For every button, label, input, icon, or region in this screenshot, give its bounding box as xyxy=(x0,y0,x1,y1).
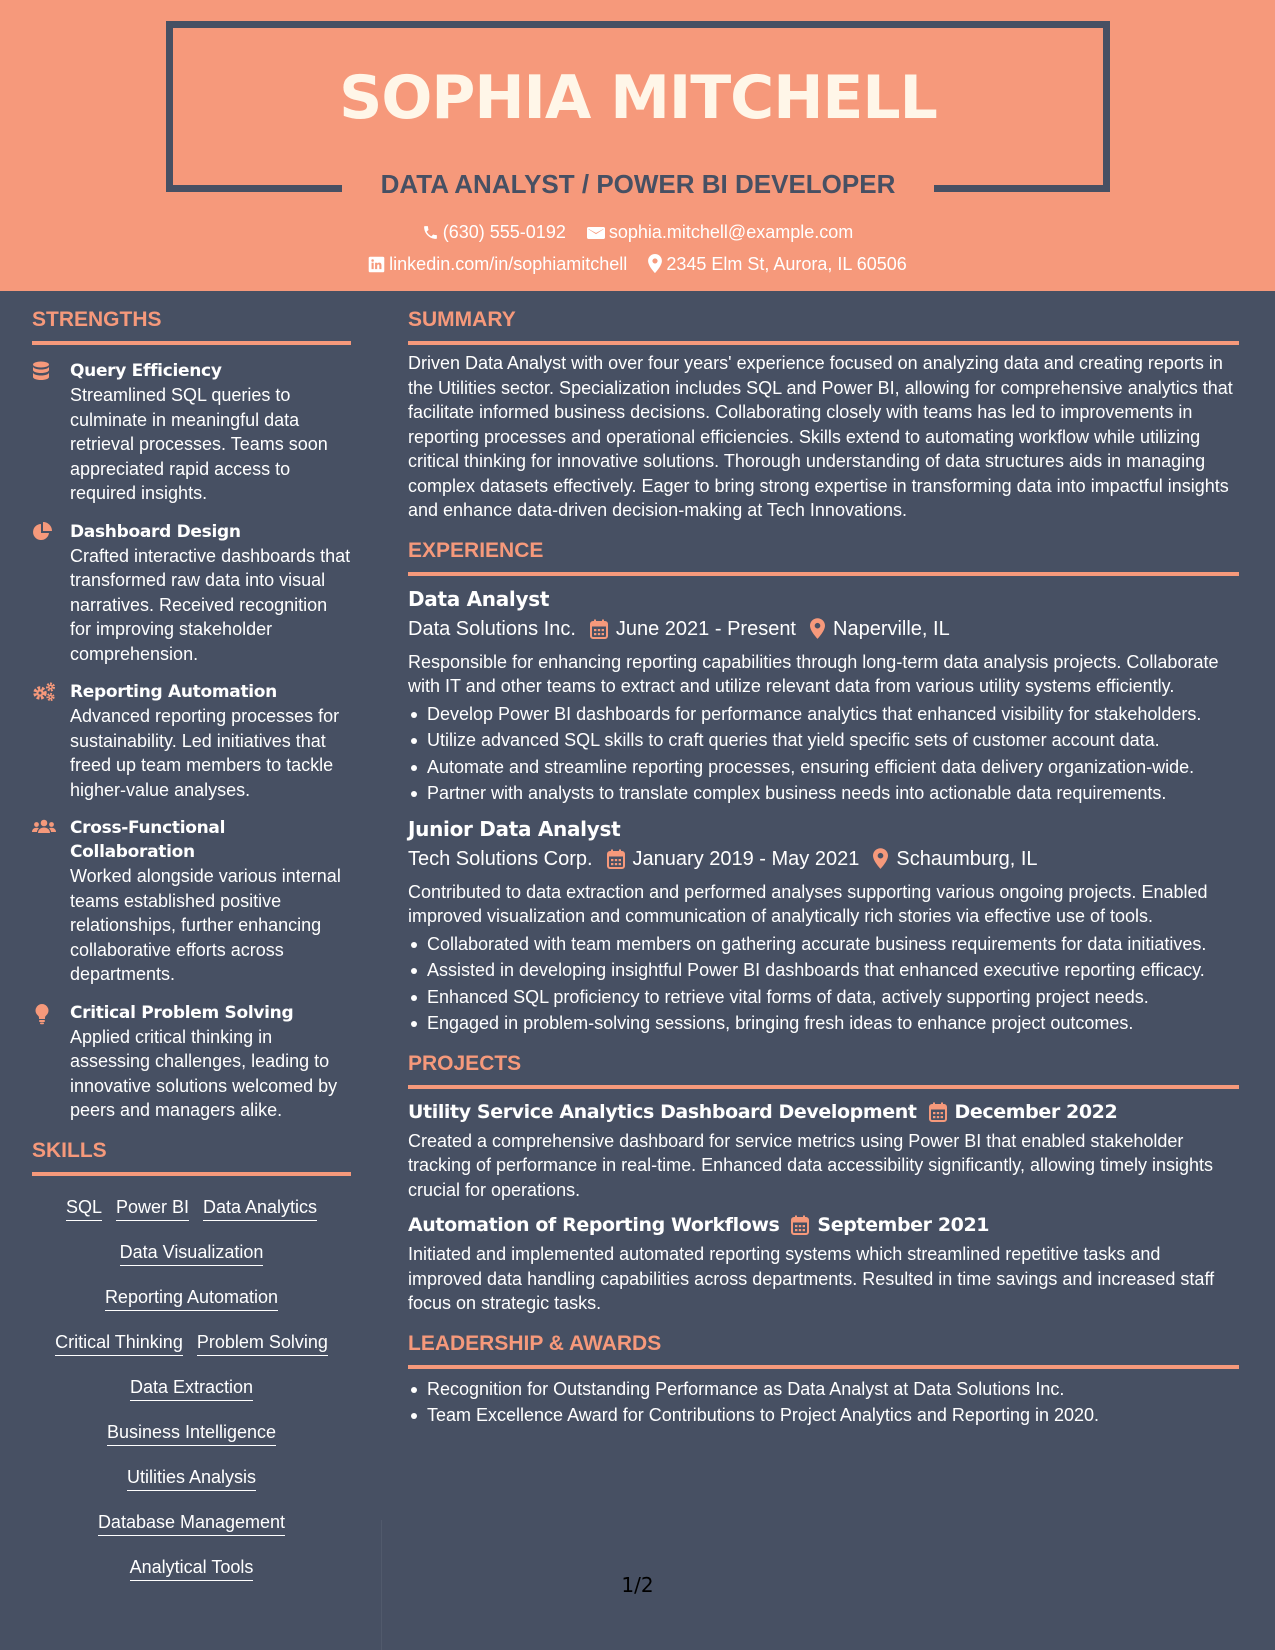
job-bullets xyxy=(408,932,1239,1036)
project-description: Initiated and implemented automated reporting systems which streamlined repetitive tasks and improved data handling capabilities across departments. Resulted in time savings and increased staff focus on strategic tasks. xyxy=(408,1244,1215,1313)
project-title: Utility Service Analytics Dashboard Development xyxy=(408,1100,917,1123)
job-entry xyxy=(408,814,1239,1036)
job-headline: DATA ANALYST / POWER BI DEVELOPER xyxy=(380,169,896,199)
candidate-name: SOPHIA MITCHELL xyxy=(339,63,937,133)
skill-tag: Power BI xyxy=(116,1196,189,1221)
job-location: Schaumburg, IL xyxy=(896,847,1038,870)
job-dates: January 2019 - May 2021 xyxy=(632,847,860,870)
project-entry xyxy=(408,1210,1239,1316)
company-name: Data Solutions Inc. xyxy=(408,617,576,640)
bullet-item: Utilize advanced SQL skills to craft queries that yield specific sets of customer account data. xyxy=(408,728,1239,753)
header-frame-bottom-right xyxy=(934,185,1110,192)
skill-tag: Utilities Analysis xyxy=(127,1466,256,1491)
pie-chart-icon xyxy=(32,522,52,542)
map-pin-icon xyxy=(648,254,662,273)
company-name: Tech Solutions Corp. xyxy=(408,847,593,870)
phone-contact[interactable] xyxy=(422,220,566,244)
linkedin-text: linkedin.com/in/sophiamitchell xyxy=(389,254,628,274)
strength-title: Cross-Functional Collaboration xyxy=(70,818,226,862)
strength-item xyxy=(32,359,351,506)
job-meta xyxy=(408,844,1239,874)
left-column xyxy=(32,306,351,1589)
strength-item xyxy=(32,1001,351,1123)
bullet-item: Enhanced SQL proficiency to retrieve vital forms of data, actively supporting project needs. xyxy=(408,985,1239,1010)
skill-tag: Data Extraction xyxy=(130,1376,253,1401)
project-title: Automation of Reporting Workflows xyxy=(408,1214,780,1236)
bullet-item: Automate and streamline reporting processes, ensuring efficient data delivery organization-wide. xyxy=(408,755,1239,780)
job-dates: June 2021 - Present xyxy=(615,617,796,640)
bullet-item: Engaged in problem-solving sessions, bringing fresh ideas to enhance project outcomes. xyxy=(408,1011,1239,1036)
skills-list xyxy=(32,1184,351,1589)
linkedin-icon xyxy=(368,256,385,273)
skill-tag: Critical Thinking xyxy=(55,1331,183,1356)
strength-desc: Applied critical thinking in assessing challenges, leading to innovative solutions welcomed by peers and managers alike. xyxy=(70,1026,338,1120)
skill-tag: Analytical Tools xyxy=(130,1556,254,1581)
strength-title: Critical Problem Solving xyxy=(70,1002,294,1023)
projects-heading: PROJECTS xyxy=(408,1050,1239,1089)
calendar-icon xyxy=(590,619,608,639)
calendar-icon xyxy=(929,1102,947,1122)
skill-tag: Reporting Automation xyxy=(105,1286,278,1311)
bullet-item: Develop Power BI dashboards for performance analytics that enhanced visibility for stakeholders. xyxy=(408,702,1239,727)
project-entry xyxy=(408,1097,1239,1203)
job-description: Responsible for enhancing reporting capabilities through long-term data analysis projects. Collaborate with IT and other teams to extract and utilize relevant data from various utility systems efficiently. xyxy=(408,651,1219,696)
phone-text: (630) 555-0192 xyxy=(442,222,566,242)
email-text: sophia.mitchell@example.com xyxy=(608,222,854,242)
calendar-icon xyxy=(791,1215,809,1235)
linkedin-contact[interactable] xyxy=(368,252,627,276)
job-meta xyxy=(408,614,1239,644)
bullet-item: Assisted in developing insightful Power BI dashboards that enhanced executive reporting efficacy. xyxy=(408,958,1239,983)
experience-heading: EXPERIENCE xyxy=(408,537,1239,576)
skill-tag: Data Visualization xyxy=(120,1241,264,1266)
strength-desc: Advanced reporting processes for sustainability. Led initiatives that freed up team members to tackle higher-value analyses. xyxy=(70,706,340,800)
contact-row xyxy=(0,220,1275,244)
award-item: Recognition for Outstanding Performance as Data Analyst at Data Solutions Inc. xyxy=(408,1377,1239,1402)
award-item: Team Excellence Award for Contributions to Project Analytics and Reporting in 2020. xyxy=(408,1403,1239,1428)
strength-title: Query Efficiency xyxy=(70,361,222,381)
gears-icon xyxy=(32,682,56,702)
skill-tag: Problem Solving xyxy=(197,1331,328,1356)
skill-tag: SQL xyxy=(66,1196,102,1221)
job-bullets xyxy=(408,702,1239,806)
job-title: Data Analyst xyxy=(408,586,550,611)
users-icon xyxy=(32,818,56,836)
project-description: Created a comprehensive dashboard for service metrics using Power BI that enabled stakeholder tracking of performance in real-time. Enhanced data accessibility significantly, allowing timely insights crucial for operations. xyxy=(408,1130,1214,1200)
summary-text: Driven Data Analyst with over four years' experience focused on analyzing data and creating reports in the Utilities sector. Specialization includes SQL and Power BI, allowing for comprehensive analytics that facilitate informed business decisions. Collaborating closely with teams has led to improvements in reporting processes and operational efficiencies. Skills extend to automating workflow while utilizing critical thinking for innovative solutions. Thorough understanding of data structures aids in managing complex datasets effectively. Eager to bring strong expertise in transforming data into impactful insights and enhance data-driven decision-making at Tech Innovations. xyxy=(408,353,1233,520)
awards-heading: LEADERSHIP & AWARDS xyxy=(408,1330,1239,1369)
strength-item xyxy=(32,816,351,987)
project-title-row xyxy=(408,1210,1239,1240)
project-date: September 2021 xyxy=(817,1214,990,1236)
skill-tag: Database Management xyxy=(98,1511,285,1536)
strength-title: Reporting Automation xyxy=(70,682,277,702)
skill-tag: Data Analytics xyxy=(203,1196,317,1221)
project-title-row xyxy=(408,1097,1239,1127)
skills-heading: SKILLS xyxy=(32,1137,351,1176)
database-icon xyxy=(32,361,50,381)
header-frame-bottom-left xyxy=(166,185,342,192)
map-pin-icon xyxy=(810,618,825,639)
project-date: December 2022 xyxy=(954,1100,1118,1123)
phone-icon xyxy=(422,224,439,241)
header xyxy=(0,0,1275,291)
email-contact[interactable] xyxy=(587,220,853,244)
map-pin-icon xyxy=(873,848,888,869)
envelope-icon xyxy=(587,225,605,241)
lightbulb-icon xyxy=(32,1003,52,1025)
strength-desc: Crafted interactive dashboards that transformed raw data into visual narratives. Received recognition for improving stakeholder comprehension. xyxy=(70,545,351,664)
job-entry xyxy=(408,584,1239,806)
job-description: Contributed to data extraction and performed analyses supporting various ongoing projects. Enabled improved visualization and communication of analytically rich stories via effective use of tools. xyxy=(408,881,1208,926)
strengths-heading: STRENGTHS xyxy=(32,306,351,345)
strength-desc: Worked alongside various internal teams established positive relationships, further enhancing collaborative efforts across departments. xyxy=(70,866,341,984)
page-number: 1/2 xyxy=(621,1573,654,1597)
right-column xyxy=(408,306,1239,1430)
awards-list xyxy=(408,1377,1239,1428)
skill-tag: Business Intelligence xyxy=(107,1421,276,1446)
strength-item xyxy=(32,520,351,667)
strength-title: Dashboard Design xyxy=(70,521,241,542)
address-contact xyxy=(648,252,907,276)
bullet-item: Collaborated with team members on gathering accurate business requirements for data initiatives. xyxy=(408,932,1239,957)
contact-row xyxy=(0,252,1275,276)
strengths-list xyxy=(32,359,351,1123)
summary-heading: SUMMARY xyxy=(408,306,1239,345)
job-title: Junior Data Analyst xyxy=(408,816,621,841)
calendar-icon xyxy=(607,849,625,869)
strength-desc: Streamlined SQL queries to culminate in meaningful data retrieval processes. Teams soon appreciated rapid access to required insights. xyxy=(70,385,328,503)
job-location: Naperville, IL xyxy=(833,617,950,640)
bullet-item: Partner with analysts to translate complex business needs into actionable data requirements. xyxy=(408,781,1239,806)
strength-item xyxy=(32,680,351,802)
address-text: 2345 Elm St, Aurora, IL 60506 xyxy=(666,254,907,274)
